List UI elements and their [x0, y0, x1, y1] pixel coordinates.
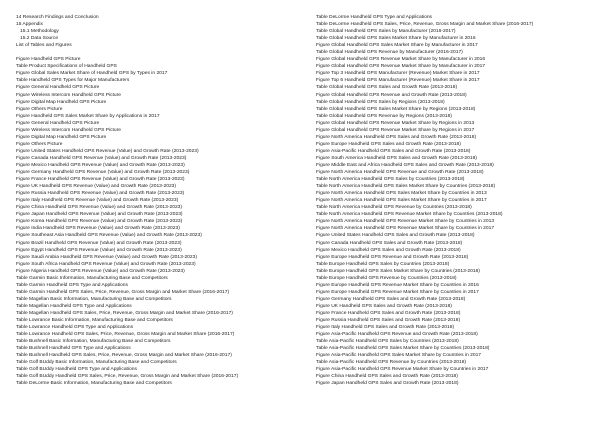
toc-entry: Table Global Handheld GPS Sales and Growth Rate (2013-2018)	[316, 85, 458, 91]
toc-entry: Figure Europe Handheld GPS Revenue Market Share by Countries in 2016	[316, 282, 479, 288]
toc-entry: Figure China Handheld GPS Sales and Growth Rate (2013-2018)	[316, 374, 458, 380]
toc-entry: Figure Canada Handheld GPS Revenue (Value) and Growth Rate (2013-2023)	[16, 155, 187, 161]
toc-entry: Figure Global Handheld GPS Revenue Market Share by Regions in 2017	[316, 127, 475, 133]
toc-entry: Table Europe Handheld GPS Sales by Countries (2013-2018)	[316, 261, 450, 267]
toc-entry: Figure North America Handheld GPS Sales Market Share by Countries in 2013	[316, 191, 487, 197]
toc-entry: Figure Handheld GPS Sales Market Share by Applications in 2017	[16, 113, 160, 119]
toc-entry: Table Bushnell Basic Information, Manufacturing Base and Competitors	[16, 339, 171, 345]
toc-entry: Figure France Handheld GPS Revenue (Value) and Growth Rate (2013-2023)	[16, 177, 185, 183]
toc-entry: Figure Canada Handheld GPS Sales and Growth Rate (2013-2018)	[316, 240, 463, 246]
toc-entry: Figure Global Handheld GPS Revenue Market Share by Regions in 2013	[316, 120, 475, 126]
toc-entry: Table Golf BUddy Handheld GPS Type and Applications	[16, 367, 137, 373]
toc-entry: Figure Global Handheld GPS Revenue Market Share by Manufacturer in 2017	[316, 64, 486, 70]
toc-left-column	[16, 14, 306, 387]
toc-entry: Figure Europe Handheld GPS Revenue and Growth Rate (2013-2018)	[316, 254, 469, 260]
toc-entry: Figure Russia Handheld GPS Revenue (Value) and Growth Rate (2013-2023)	[16, 191, 185, 197]
toc-entry: Figure Middle East and Africa Handheld GPS Sales and Growth Rate (2013-2018)	[316, 162, 494, 168]
toc-entry: Table DeLorme Basic Information, Manufacturing Base and Competitors	[16, 381, 172, 387]
toc-entry: Figure North America Handheld GPS Sales and Growth Rate (2013-2018)	[316, 134, 477, 140]
toc-entry: Table Global Handheld GPS Revenue by Manufacturer (2016-2017)	[316, 50, 463, 56]
toc-entry: Figure India Handheld GPS Revenue (Value) and Growth Rate (2013-2023)	[16, 226, 180, 232]
toc-entry: Table Global Handheld GPS Sales Market Share by Manufacturer in 2016	[316, 36, 476, 42]
toc-entry: Figure France Handheld GPS Sales and Growth Rate (2013-2018)	[316, 310, 461, 316]
toc-entry: Figure Wireless Intercom Handheld GPS Picture	[16, 127, 121, 133]
toc-entry: Table Global Handheld GPS Revenue by Regions (2013-2018)	[316, 113, 452, 119]
toc-entry: Table Lowrance Handheld GPS Sales, Price, Revenue, Gross Margin and Market Share (2016-2017)	[16, 332, 235, 338]
toc-entry: Table Asia-Pacific Handheld GPS Revenue by Countries (2013-2018)	[316, 360, 467, 366]
toc-entry: Figure Global Handheld GPS Revenue Market Share by Manufacturer in 2016	[316, 57, 486, 63]
toc-entry: Figure General Handheld GPS Picture	[16, 85, 100, 91]
toc-entry: Figure North America Handheld GPS Revenue Market Share by Countries in 2013	[316, 219, 495, 225]
toc-entry: Figure Europe Handheld GPS Sales and Growth Rate (2013-2018)	[316, 141, 461, 147]
toc-entry: Figure Top 3 Handheld GPS Manufacturer (Revenue) Market Share in 2017	[316, 71, 480, 77]
toc-entry: Table Garmin Basic Information, Manufacturing Base and Competitors	[16, 275, 168, 281]
toc-entry: Figure South America Handheld GPS Sales and Growth Rate (2013-2018)	[316, 155, 477, 161]
toc-entry: Table Global Handheld GPS Sales by Regions (2013-2018)	[316, 99, 445, 105]
toc-entry: Table Handheld GPS Types for Major Manufacturers	[16, 78, 130, 84]
toc-entry: Figure United States Handheld GPS Revenue (Value) and Growth Rate (2013-2023)	[16, 148, 199, 154]
toc-entry: Figure Germany Handheld GPS Revenue (Value) and Growth Rate (2013-2023)	[16, 170, 190, 176]
toc-entry: Figure Italy Handheld GPS Revenue (Value) and Growth Rate (2013-2023)	[16, 198, 179, 204]
toc-entry: Table Global Handheld GPS Sales Market Share by Regions (2013-2018)	[316, 106, 476, 112]
toc-entry: Figure Italy Handheld GPS Sales and Growth Rate (2013-2018)	[316, 325, 455, 331]
toc-entry: Table DeLorme Handheld GPS Sales, Price, Revenue, Gross Margin and Market Share (2016-2017)	[316, 22, 534, 28]
toc-entry: Figure Global Handheld GPS Sales Market Share by Manufacturer in 2017	[316, 43, 478, 49]
toc-entry: Figure South Africa Handheld GPS Revenue (Value) and Growth Rate (2013-2023)	[16, 261, 196, 267]
toc-spacer	[16, 49, 306, 56]
toc-entry: Figure Top 6 Handheld GPS Manufacturer (Revenue) Market Share in 2017	[316, 78, 480, 84]
toc-entry: Figure Asia-Pacific Handheld GPS Sales Market Share by Countries in 2017	[316, 353, 482, 359]
toc-entry: Figure Handheld GPS Picture	[16, 57, 81, 63]
toc-entry: Table Asia-Pacific Handheld GPS Sales Market Share by Countries (2013-2018)	[316, 346, 490, 352]
toc-entry: Figure Japan Handheld GPS Sales and Growth Rate (2013-2018)	[316, 381, 459, 387]
toc-entry: 14 Research Findings and Conclusion	[16, 15, 99, 20]
toc-entry: Table North America Handheld GPS Sales Market Share by Countries (2013-2018)	[316, 184, 496, 190]
toc-entry: Table North America Handheld GPS Revenue Market Share by Countries (2013-2018)	[316, 212, 503, 218]
toc-entry: Figure United States Handheld GPS Sales and Growth Rate (2013-2018)	[316, 233, 475, 239]
toc-entry: Figure Germany Handheld GPS Sales and Growth Rate (2013-2018)	[316, 296, 466, 302]
toc-entry: Table Bushnell Handheld GPS Sales, Price, Revenue, Gross Margin and Market Share (2016-2017)	[16, 353, 232, 359]
toc-entry: Table Bushnell Handheld GPS Type and Applications	[16, 346, 131, 352]
toc-entry: Table Garmin Handheld GPS Sales, Price, Revenue, Gross Margin and Market Share (2016-2017)	[16, 289, 230, 295]
toc-entry: Table Magellan Handheld GPS Sales, Price, Revenue, Gross Margin and Market Share (2016-2017)	[16, 310, 233, 316]
toc-entry: Figure North America Handheld GPS Sales Market Share by Countries in 2017	[316, 198, 487, 204]
toc-entry: Figure Asia-Pacific Handheld GPS Sales and Growth Rate (2013-2018)	[316, 148, 471, 154]
toc-entry: Figure Russia Handheld GPS Sales and Growth Rate (2013-2018)	[316, 318, 461, 324]
toc-entry: Table Golf BUddy Basic Information, Manufacturing Base and Competitors	[16, 360, 177, 366]
toc-entry: Table Europe Handheld GPS Sales Market Share by Countries (2013-2018)	[316, 268, 480, 274]
toc-entry: List of Tables and Figures	[16, 43, 72, 49]
toc-entry: Figure Digital Map Handheld GPS Picture	[16, 134, 107, 140]
toc-entry: Figure UK Handheld GPS Revenue (Value) and Growth Rate (2013-2023)	[16, 184, 177, 190]
toc-entry: Table Lowrance Basic Information, Manufacturing Base and Competitors	[16, 318, 173, 324]
toc-entry: Figure Global Sales Market Share of Handheld GPS by Types in 2017	[16, 71, 168, 77]
toc-entry: Figure Mexico Handheld GPS Sales and Growth Rate (2013-2018)	[316, 247, 461, 253]
toc-entry: Table Magellan Handheld GPS Type and Applications	[16, 303, 132, 309]
toc-entry: Figure Egypt Handheld GPS Revenue (Value) and Growth Rate (2013-2023)	[16, 247, 182, 253]
toc-entry: Table Lowrance Handheld GPS Type and Applications	[16, 325, 134, 331]
toc-entry: Figure Japan Handheld GPS Revenue (Value) and Growth Rate (2013-2023)	[16, 212, 183, 218]
toc-entry: Figure UK Handheld GPS Sales and Growth Rate (2013-2018)	[316, 303, 452, 309]
toc-entry: Table North America Handheld GPS Revenue by Countries (2013-2018)	[316, 205, 472, 211]
toc-entry: Figure Europe Handheld GPS Revenue Market Share by Countries in 2017	[316, 289, 479, 295]
toc-entry: Table Asia-Pacific Handheld GPS Sales by Countries (2013-2018)	[316, 339, 459, 345]
toc-entry: Table Product Specifications of Handheld GPS	[16, 64, 117, 70]
toc-entry: Figure Global Handheld GPS Revenue and Growth Rate (2013-2018)	[316, 92, 467, 98]
toc-entry: Table Magellan Basic Information, Manufacturing Base and Competitors	[16, 296, 172, 302]
toc-entry: Figure Asia-Pacific Handheld GPS Revenue Market Share by Countries in 2017	[316, 367, 489, 373]
toc-entry: Figure Mexico Handheld GPS Revenue (Value) and Growth Rate (2013-2023)	[16, 162, 185, 168]
toc-entry: Figure Southeast Asia Handheld GPS Revenue (Value) and Growth Rate (2013-2023)	[16, 233, 202, 239]
toc-entry: Figure China Handheld GPS Revenue (Value) and Growth Rate (2013-2023)	[16, 205, 183, 211]
toc-entry: Figure Nigeria Handheld GPS Revenue (Value) and Growth Rate (2013-2023)	[16, 268, 185, 274]
toc-entry: Table Europe Handheld GPS Revenue by Countries (2013-2018)	[316, 275, 457, 281]
toc-entry: Table North America Handheld GPS Sales by Countries (2013-2018)	[316, 177, 465, 183]
toc-entry: Table DeLorme Handheld GPS Type and Applications	[316, 15, 432, 20]
toc-entry: Figure Asia-Pacific Handheld GPS Revenue and Growth Rate (2013-2018)	[316, 332, 478, 338]
toc-entry: Figure Brazil Handheld GPS Revenue (Value) and Growth Rate (2013-2023)	[16, 240, 182, 246]
toc-entry: 15.2 Data Source	[20, 36, 59, 42]
toc-entry: Figure Saudi Arabia Handheld GPS Revenue (Value) and Growth Rate (2013-2023)	[16, 254, 197, 260]
toc-entry: Figure North America Handheld GPS Revenue and Growth Rate (2013-2018)	[316, 170, 484, 176]
toc-entry: Figure Wireless Intercom Handheld GPS Picture	[16, 92, 121, 98]
toc-entry: Table Global Handheld GPS Sales by Manufacturer (2016-2017)	[316, 29, 456, 35]
toc-entry: Table Golf BUddy Handheld GPS Sales, Price, Revenue, Gross Margin and Market Share (2016-2017)	[16, 374, 239, 380]
toc-entry: Table Garmin Handheld GPS Type and Applications	[16, 282, 128, 288]
toc-right-column	[316, 14, 596, 387]
toc-entry: Figure Digital Map Handheld GPS Picture	[16, 99, 107, 105]
toc-entry: 15.1 Methodology	[20, 29, 59, 35]
toc-entry: 15 Appendix	[16, 22, 43, 28]
toc-entry: Figure Korea Handheld GPS Revenue (Value) and Growth Rate (2013-2023)	[16, 219, 183, 225]
toc-entry: Figure Others Picture	[16, 141, 63, 147]
toc-entry: Figure North America Handheld GPS Revenue Market Share by Countries in 2017	[316, 226, 495, 232]
toc-entry: Figure General Handheld GPS Picture	[16, 120, 100, 126]
toc-entry: Figure Others Picture	[16, 106, 63, 112]
